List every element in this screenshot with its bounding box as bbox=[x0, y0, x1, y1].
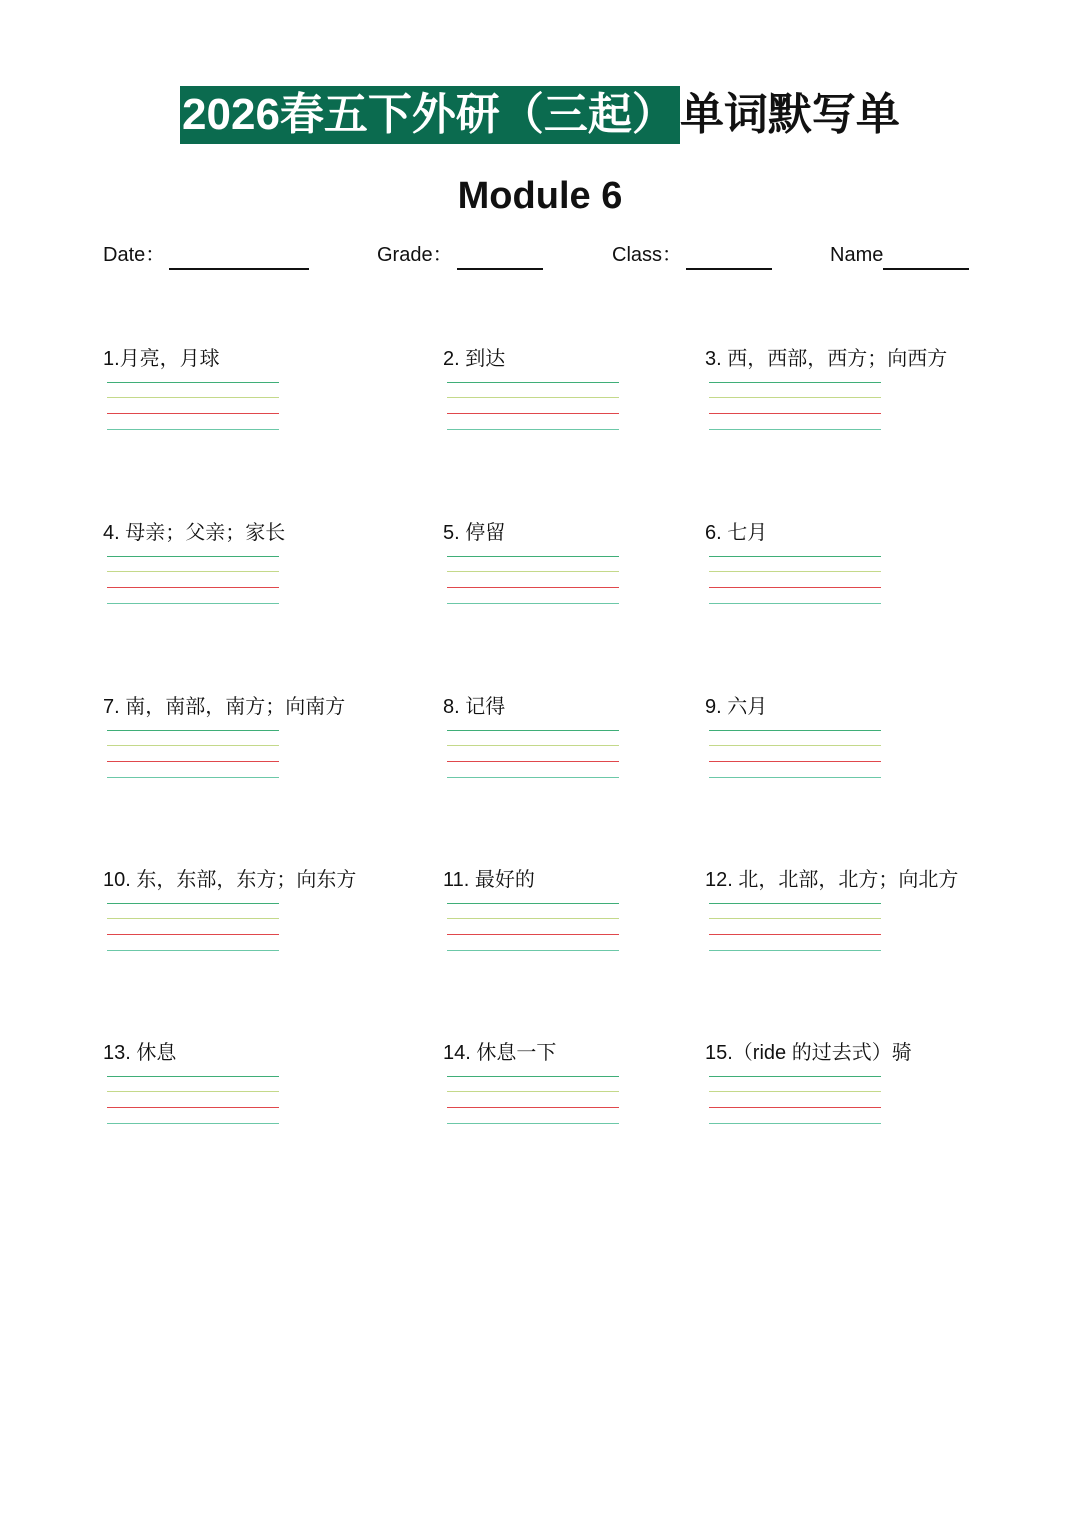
writing-lines[interactable] bbox=[447, 730, 619, 782]
writing-lines[interactable] bbox=[107, 1076, 279, 1128]
word-prompt: 8. 记得 bbox=[443, 696, 506, 718]
title-highlight: 2026春五下外研（三起） bbox=[180, 86, 680, 144]
class-blank[interactable] bbox=[686, 246, 772, 270]
writing-lines[interactable] bbox=[447, 903, 619, 955]
writing-lines[interactable] bbox=[447, 382, 619, 434]
writing-lines[interactable] bbox=[709, 556, 881, 608]
word-item-4 bbox=[103, 520, 423, 620]
name-label: Name bbox=[830, 244, 884, 266]
word-item-3 bbox=[705, 346, 1025, 446]
word-item-10 bbox=[103, 867, 423, 967]
word-prompt: 1.月亮，月球 bbox=[103, 348, 220, 370]
word-prompt: 12. 北，北部，北方；向北方 bbox=[705, 869, 959, 891]
worksheet-title bbox=[0, 86, 1080, 144]
writing-lines[interactable] bbox=[447, 556, 619, 608]
class-field[interactable] bbox=[612, 240, 772, 270]
grade-blank[interactable] bbox=[457, 246, 543, 270]
title-rest: 单词默写单 bbox=[679, 90, 900, 139]
word-prompt: 9. 六月 bbox=[705, 696, 768, 718]
word-prompt: 11. 最好的 bbox=[443, 869, 535, 891]
date-label: Date： bbox=[103, 244, 166, 266]
word-prompt: 7. 南，南部，南方；向南方 bbox=[103, 696, 346, 718]
name-blank[interactable] bbox=[883, 246, 969, 270]
word-item-1 bbox=[103, 346, 423, 446]
word-prompt: 10. 东，东部，东方；向东方 bbox=[103, 869, 357, 891]
writing-lines[interactable] bbox=[107, 903, 279, 955]
writing-lines[interactable] bbox=[709, 903, 881, 955]
info-row bbox=[0, 240, 1080, 270]
word-item-7 bbox=[103, 694, 423, 794]
grade-label: Grade： bbox=[377, 244, 453, 266]
word-item-13 bbox=[103, 1040, 423, 1140]
name-field[interactable] bbox=[830, 240, 969, 270]
word-prompt: 4. 母亲；父亲；家长 bbox=[103, 522, 286, 544]
writing-lines[interactable] bbox=[107, 382, 279, 434]
word-item-15 bbox=[705, 1040, 1025, 1140]
writing-lines[interactable] bbox=[709, 382, 881, 434]
word-prompt: 14. 休息一下 bbox=[443, 1042, 557, 1064]
module-title: Module 6 bbox=[457, 175, 623, 217]
date-blank[interactable] bbox=[169, 246, 309, 270]
word-item-9 bbox=[705, 694, 1025, 794]
word-prompt: 15.（ride 的过去式）骑 bbox=[705, 1042, 912, 1064]
writing-lines[interactable] bbox=[709, 730, 881, 782]
writing-lines[interactable] bbox=[709, 1076, 881, 1128]
writing-lines[interactable] bbox=[447, 1076, 619, 1128]
word-item-12 bbox=[705, 867, 1025, 967]
grade-field[interactable] bbox=[377, 240, 543, 270]
writing-lines[interactable] bbox=[107, 730, 279, 782]
word-prompt: 6. 七月 bbox=[705, 522, 768, 544]
class-label: Class： bbox=[612, 244, 683, 266]
word-prompt: 2. 到达 bbox=[443, 348, 506, 370]
word-prompt: 13. 休息 bbox=[103, 1042, 177, 1064]
date-field[interactable] bbox=[103, 240, 309, 270]
word-prompt: 5. 停留 bbox=[443, 522, 506, 544]
writing-lines[interactable] bbox=[107, 556, 279, 608]
word-item-6 bbox=[705, 520, 1025, 620]
word-prompt: 3. 西，西部，西方；向西方 bbox=[705, 348, 948, 370]
